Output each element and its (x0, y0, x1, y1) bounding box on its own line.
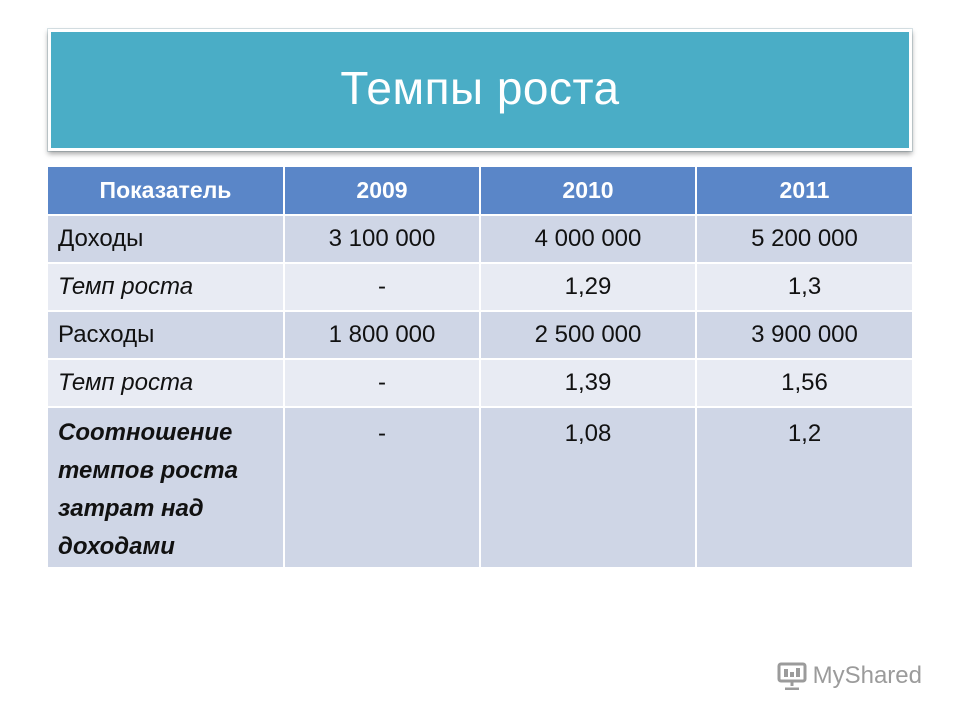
cell-2010: 1,29 (480, 263, 696, 311)
table-row-expenses (48, 311, 912, 359)
cell-2011: 5 200 000 (696, 215, 912, 263)
cell-2011: 1,56 (696, 359, 912, 407)
cell-2009: 1 800 000 (284, 311, 480, 359)
table-row-ratio (48, 407, 912, 567)
cell-2011: 1,3 (696, 263, 912, 311)
header-year-2010: 2010 (480, 167, 696, 215)
cell-2011: 1,2 (696, 407, 912, 567)
myshared-watermark (777, 662, 922, 690)
row-label: Темп роста (48, 263, 284, 311)
table-header-row (48, 167, 912, 215)
header-year-2011: 2011 (696, 167, 912, 215)
row-label: Темп роста (48, 359, 284, 407)
cell-2010: 1,08 (480, 407, 696, 567)
cell-2009: 3 100 000 (284, 215, 480, 263)
table-row-income (48, 215, 912, 263)
header-year-2009: 2009 (284, 167, 480, 215)
cell-2009: - (284, 359, 480, 407)
row-label: Расходы (48, 311, 284, 359)
growth-rates-table (48, 167, 912, 567)
table-row-expenses-growth (48, 359, 912, 407)
title-banner (48, 29, 912, 151)
row-label: Доходы (48, 215, 284, 263)
cell-2010: 2 500 000 (480, 311, 696, 359)
slide-title: Темпы роста (340, 62, 620, 114)
presentation-board-icon (777, 662, 807, 690)
row-label: Соотношение темпов роста затрат над доходами (48, 407, 284, 567)
cell-2009: - (284, 263, 480, 311)
cell-2011: 3 900 000 (696, 311, 912, 359)
cell-2010: 4 000 000 (480, 215, 696, 263)
table-row-income-growth (48, 263, 912, 311)
header-indicator: Показатель (48, 167, 284, 215)
cell-2010: 1,39 (480, 359, 696, 407)
cell-2009: - (284, 407, 480, 567)
watermark-text: MyShared (812, 662, 922, 689)
